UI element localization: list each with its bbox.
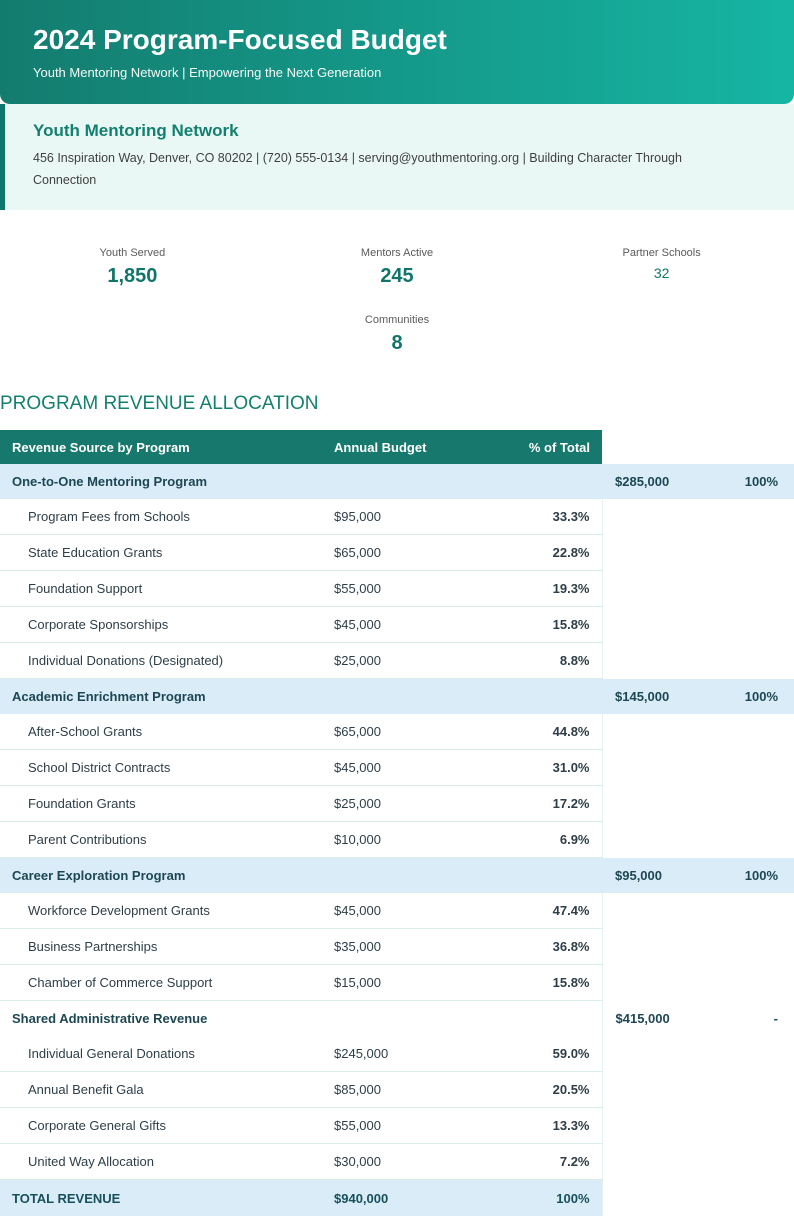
table-header-row [0, 430, 794, 464]
row-pct: 33.3% [462, 499, 602, 535]
stat-youth-served [0, 247, 265, 288]
column-header-empty [712, 430, 794, 464]
program-name: One-to-One Mentoring Program [0, 464, 602, 499]
row-amount: $35,000 [322, 929, 462, 965]
row-pct: 15.8% [462, 607, 602, 643]
row-label: After-School Grants [0, 714, 322, 750]
program-header-row [0, 464, 794, 499]
program-total: $145,000 [602, 679, 712, 715]
table-row [0, 1144, 794, 1180]
stat-label: Partner Schools [529, 247, 794, 259]
row-amount: $95,000 [322, 499, 462, 535]
row-label: Foundation Support [0, 571, 322, 607]
table-row [0, 893, 794, 929]
row-pct: 31.0% [462, 750, 602, 786]
row-label: Individual Donations (Designated) [0, 643, 322, 679]
row-amount: $45,000 [322, 893, 462, 929]
stat-value: 8 [265, 332, 530, 355]
column-header-pct: % of Total [462, 430, 602, 464]
row-label: Business Partnerships [0, 929, 322, 965]
row-label: Parent Contributions [0, 822, 322, 858]
row-label: Individual General Donations [0, 1036, 322, 1072]
program-total-pct: 100% [712, 679, 794, 715]
row-label: Program Fees from Schools [0, 499, 322, 535]
row-amount: $30,000 [322, 1144, 462, 1180]
stat-value: 1,850 [0, 265, 265, 288]
stat-label: Youth Served [0, 247, 265, 259]
program-name: Career Exploration Program [0, 858, 602, 894]
total-pct: 100% [462, 1180, 602, 1216]
row-pct: 22.8% [462, 535, 602, 571]
table-row [0, 535, 794, 571]
row-pct: 59.0% [462, 1036, 602, 1072]
row-amount: $25,000 [322, 786, 462, 822]
total-amount: $940,000 [322, 1180, 462, 1216]
row-label: School District Contracts [0, 750, 322, 786]
table-row [0, 929, 794, 965]
table-row [0, 643, 794, 679]
stat-value: 32 [529, 265, 794, 281]
row-pct: 20.5% [462, 1072, 602, 1108]
table-row [0, 965, 794, 1001]
row-pct: 8.8% [462, 643, 602, 679]
row-label: United Way Allocation [0, 1144, 322, 1180]
program-total-pct: 100% [712, 858, 794, 894]
table-row [0, 607, 794, 643]
stat-label: Communities [265, 314, 530, 326]
row-amount: $45,000 [322, 750, 462, 786]
table-row [0, 822, 794, 858]
program-total: $95,000 [602, 858, 712, 894]
stat-value: 245 [265, 265, 530, 288]
row-pct: 19.3% [462, 571, 602, 607]
stat-label: Mentors Active [265, 247, 530, 259]
row-amount: $245,000 [322, 1036, 462, 1072]
program-total: $285,000 [602, 464, 712, 499]
column-header-source: Revenue Source by Program [0, 430, 322, 464]
page-subtitle: Youth Mentoring Network | Empowering the Next Generation [33, 65, 761, 80]
table-row [0, 1036, 794, 1072]
section-title: PROGRAM REVENUE ALLOCATION [0, 393, 794, 415]
row-label: Corporate Sponsorships [0, 607, 322, 643]
program-total-pct: 100% [712, 464, 794, 499]
row-pct: 47.4% [462, 893, 602, 929]
table-row [0, 1108, 794, 1144]
row-pct: 44.8% [462, 714, 602, 750]
row-amount: $85,000 [322, 1072, 462, 1108]
column-header-budget: Annual Budget [322, 430, 462, 464]
table-row [0, 786, 794, 822]
program-total-pct: - [712, 1001, 794, 1037]
stats-row [0, 234, 794, 368]
total-label: TOTAL REVENUE [0, 1180, 322, 1216]
row-amount: $55,000 [322, 571, 462, 607]
page-title: 2024 Program-Focused Budget [33, 24, 761, 56]
stat-communities [265, 314, 530, 355]
document-header [0, 0, 794, 104]
row-pct: 15.8% [462, 965, 602, 1001]
row-pct: 7.2% [462, 1144, 602, 1180]
stat-mentors-active [265, 247, 530, 288]
organization-info-box [0, 104, 794, 210]
row-amount: $65,000 [322, 535, 462, 571]
table-row [0, 750, 794, 786]
row-label: Corporate General Gifts [0, 1108, 322, 1144]
program-name: Academic Enrichment Program [0, 679, 602, 715]
row-label: Foundation Grants [0, 786, 322, 822]
program-header-row [0, 858, 794, 894]
program-header-row [0, 679, 794, 715]
row-label: Chamber of Commerce Support [0, 965, 322, 1001]
table-row [0, 714, 794, 750]
row-label: Workforce Development Grants [0, 893, 322, 929]
row-pct: 36.8% [462, 929, 602, 965]
total-revenue-row [0, 1180, 794, 1216]
row-amount: $45,000 [322, 607, 462, 643]
row-amount: $10,000 [322, 822, 462, 858]
row-amount: $25,000 [322, 643, 462, 679]
row-pct: 6.9% [462, 822, 602, 858]
table-row [0, 499, 794, 535]
program-name: Shared Administrative Revenue [0, 1001, 602, 1037]
row-pct: 13.3% [462, 1108, 602, 1144]
stat-partner-schools [529, 247, 794, 288]
row-amount: $55,000 [322, 1108, 462, 1144]
program-total: $415,000 [602, 1001, 712, 1037]
organization-contact-line: 456 Inspiration Way, Denver, CO 80202 | (720) 555-0134 | serving@youthmentoring.org | Building Character Through Connection [33, 148, 733, 192]
row-label: State Education Grants [0, 535, 322, 571]
program-header-row [0, 1001, 794, 1037]
organization-name: Youth Mentoring Network [33, 121, 761, 141]
row-pct: 17.2% [462, 786, 602, 822]
row-amount: $15,000 [322, 965, 462, 1001]
column-header-empty [602, 430, 712, 464]
row-amount: $65,000 [322, 714, 462, 750]
table-row [0, 571, 794, 607]
revenue-allocation-table [0, 430, 794, 1216]
row-label: Annual Benefit Gala [0, 1072, 322, 1108]
table-row [0, 1072, 794, 1108]
